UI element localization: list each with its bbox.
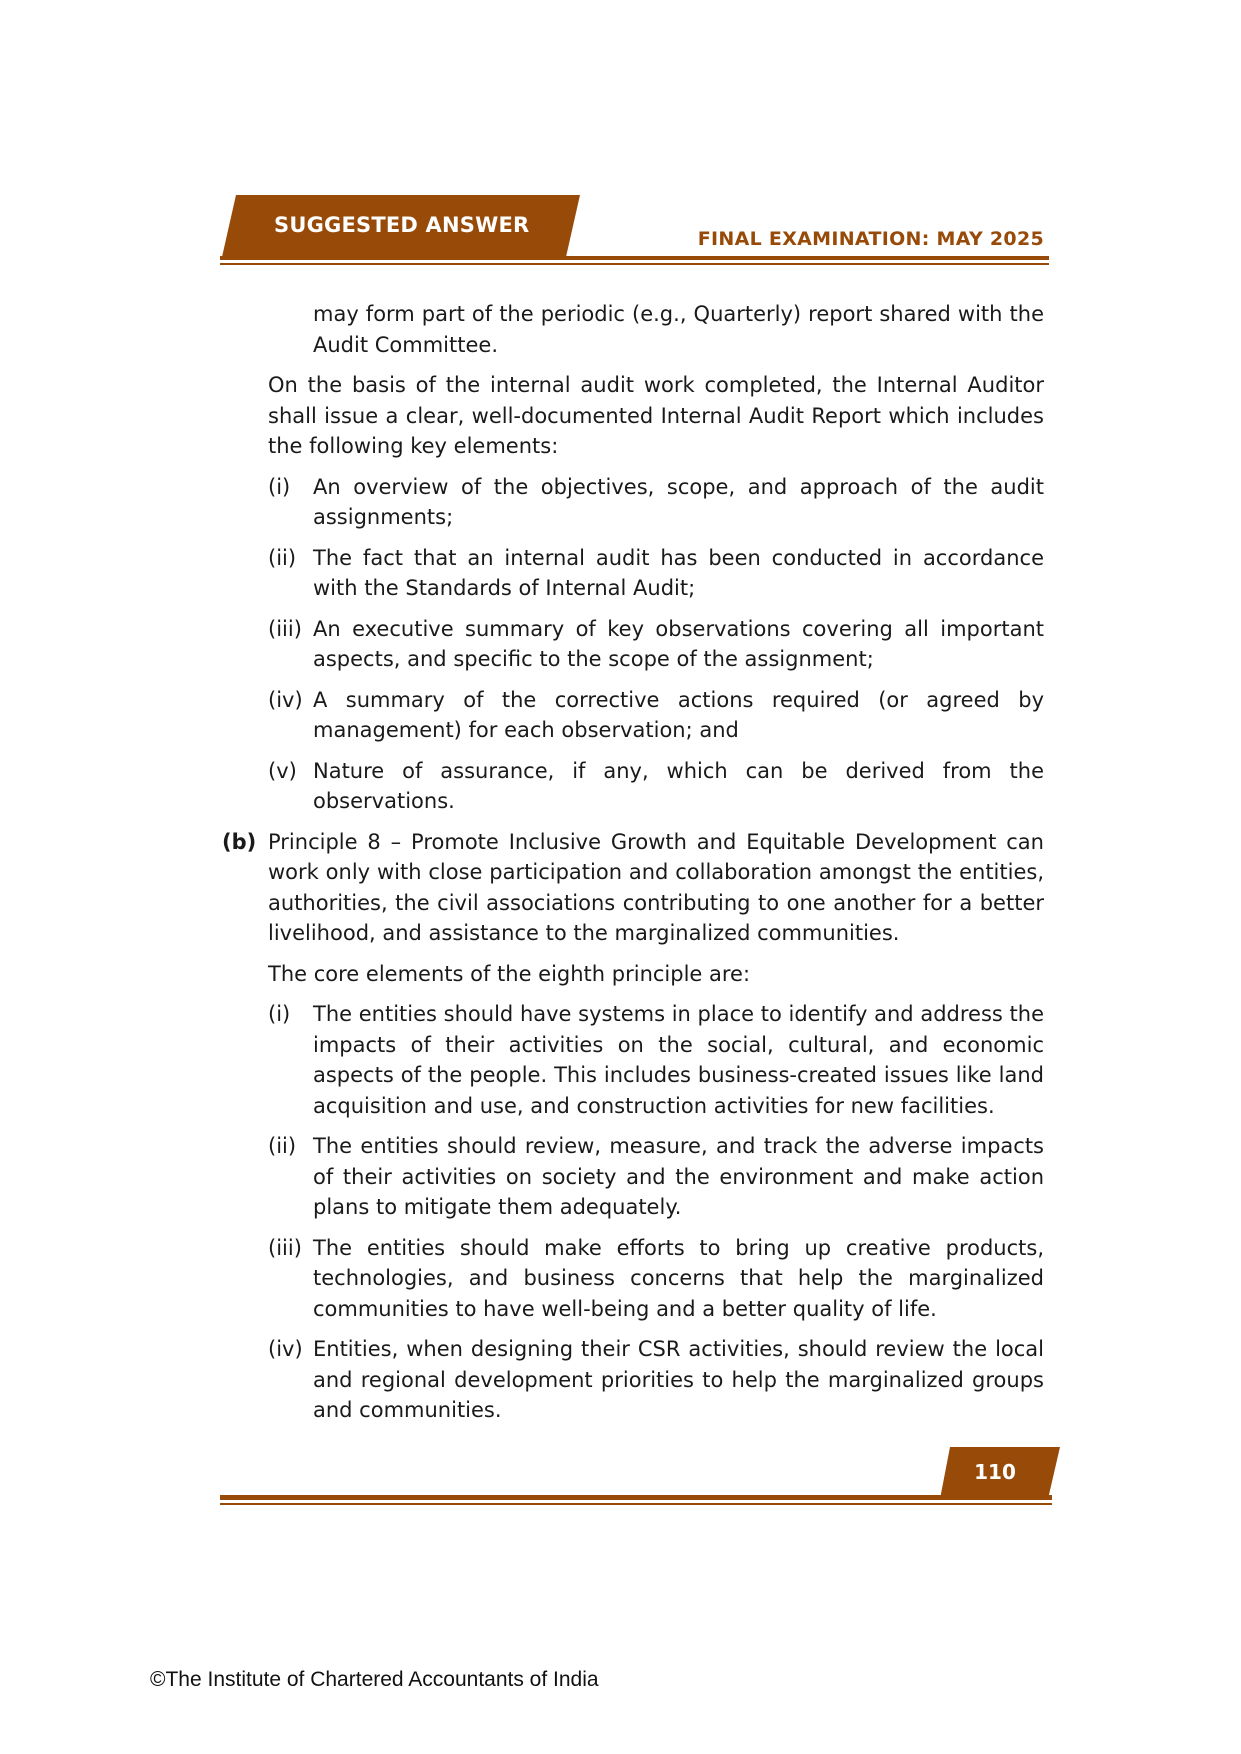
list-item — [268, 999, 1044, 1121]
core-intro-paragraph: The core elements of the eighth principle are: — [268, 961, 751, 986]
header-rule-thin — [220, 263, 1049, 265]
item-text: The entities should review, measure, and track the adverse impacts of their activities on society and the environment and make action plans to mitigate them adequately. — [313, 1134, 1044, 1219]
item-text: An overview of the objectives, scope, and approach of the audit assignments; — [313, 474, 1044, 529]
exam-title: FINAL EXAMINATION: MAY 2025 — [697, 228, 1044, 250]
item-text: Nature of assurance, if any, which can be derived from the observations. — [313, 758, 1044, 813]
item-number: (iv) — [268, 1337, 303, 1361]
section-label: (b) — [222, 829, 257, 854]
page-content — [222, 299, 1044, 1436]
item-number: (i) — [268, 474, 291, 499]
item-text: An executive summary of key observations covering all important aspects, and specific to the scope of the assignment; — [313, 616, 1044, 671]
header-rule — [220, 256, 1049, 260]
continuation-paragraph: may form part of the periodic (e.g., Quarterly) report shared with the Audit Committee. — [313, 302, 1044, 357]
list-item — [268, 685, 1044, 746]
footer-rule-thin — [220, 1503, 1052, 1505]
copyright-notice: ©The Institute of Chartered Accountants of India — [150, 1668, 599, 1691]
list-item — [268, 472, 1044, 533]
suggested-answer-label: SUGGESTED ANSWER — [274, 213, 530, 237]
item-number: (ii) — [268, 545, 297, 570]
item-text: A summary of the corrective actions required (or agreed by management) for each observation; and — [313, 687, 1044, 742]
list-item — [268, 614, 1044, 675]
list-item — [268, 1334, 1044, 1426]
section-b — [222, 827, 1044, 949]
item-number: (v) — [268, 758, 297, 783]
item-number: (iv) — [268, 687, 303, 712]
item-number: (i) — [268, 1002, 291, 1026]
item-text: The entities should make efforts to bring up creative products, technologies, and business concerns that help the marginalized communities to have well-being and a better quality of life. — [313, 1235, 1044, 1321]
page-number: 110 — [974, 1460, 1016, 1484]
item-text: Entities, when designing their CSR activities, should review the local and regional development priorities to help the marginalized groups and communities. — [313, 1337, 1044, 1422]
list-item — [268, 543, 1044, 604]
intro-paragraph: On the basis of the internal audit work completed, the Internal Auditor shall issue a clear, well-documented Internal Audit Report which includes the following key elements: — [268, 373, 1044, 458]
list-item — [268, 1131, 1044, 1223]
item-number: (iii) — [268, 1235, 302, 1260]
item-number: (iii) — [268, 616, 302, 641]
section-text: Principle 8 – Promote Inclusive Growth and Equitable Development can work only with close participation and collaboration amongst the entities, authorities, the civil associations contributing to one another for a better livelihood, and assistance to the marginalized communities. — [268, 829, 1044, 945]
footer-rule — [220, 1495, 1052, 1500]
item-number: (ii) — [268, 1134, 297, 1158]
item-text: The fact that an internal audit has been conducted in accordance with the Standards of Internal Audit; — [313, 545, 1044, 600]
list-item — [268, 1233, 1044, 1325]
item-text: The entities should have systems in place to identify and address the impacts of their activities on the social, cultural, and economic aspects of the people. This includes business-created issues like land acquisition and use, and construction activities for new facilities. — [313, 1002, 1044, 1118]
list-item — [268, 756, 1044, 817]
